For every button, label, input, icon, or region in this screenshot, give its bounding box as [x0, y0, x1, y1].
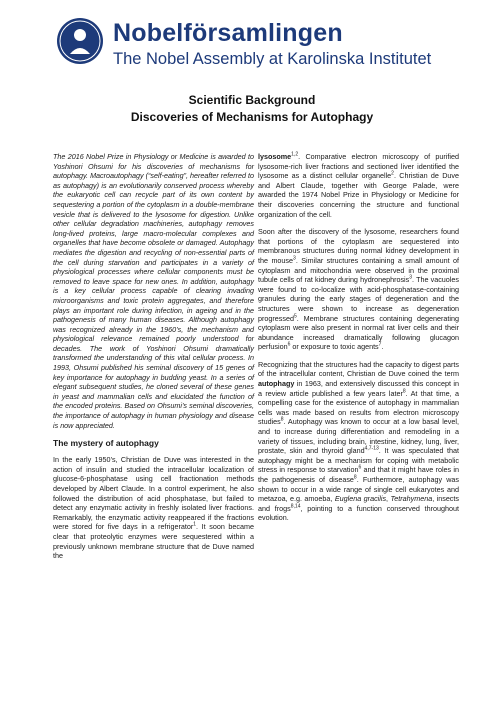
left-column	[53, 152, 254, 569]
body-paragraph-1: In the early 1950’s, Christian de Duve was interested in the action of insulin and studied the intracellular localization of glucose-6-phosphatase using cell fractionation methods developed by Albert Claude. In a control experiment, he also followed the distribution of acid phosphatase, but failed to detect any enzymatic activity in freshly isolated liver fractions. Remarkably, the enzymatic activity reappeared if the fractions were stored for five days in a refrigerator$^1$. It soon became clear that proteolytic enzymes were sequestered within a previously unknown membrane structure that de Duve named the	[53, 455, 254, 561]
section-heading: The mystery of autophagy	[53, 438, 159, 449]
org-name: Nobelförsamlingen	[113, 19, 343, 47]
abstract-paragraph: The 2016 Nobel Prize in Physiology or Medicine is awarded to Yoshinori Ohsumi for his discoveries of mechanisms for autophagy. Macroautophagy (“self-eating”, hereafter referred to as autophagy) is an evolutionarily conserved process whereby the eukaryotic cell can recycle part of its own content by sequestering a portion of the cytoplasm in a double-membrane vesicle that is delivered to the lysosome for digestion. Unlike other cellular degradation machineries, autophagy removes long-lived proteins, large macro-molecular complexes and organelles that have become obsolete or damaged. Autophagy mediates the digestion and recycling of non-essential parts of the cell during starvation and participates in a variety of physiological processes where cellular components must be removed to leave space for new ones. In addition, autophagy is a key cellular process capable of clearing invading microorganisms and toxic protein aggregates, and therefore plays an important role during infection, in ageing and in the pathogenesis of many human diseases. Although autophagy was recognized already in the 1960’s, the mechanism and physiological relevance remained poorly understood for decades. The work of Yoshinori Ohsumi dramatically transformed the understanding of this vital cellular process. In 1993, Ohsumi published his seminal discovery of 15 genes of key importance for autophagy in budding yeast. In a series of elegant subsequent studies, he cloned several of these genes in yeast and mammalian cells and elucidated the function of the encoded proteins. Based on Ohsumi’s seminal discoveries, the importance of autophagy in human physiology and disease is now appreciated.	[53, 152, 254, 430]
title-line-2: Discoveries of Mechanisms for Autophagy	[130, 110, 374, 124]
document-title	[0, 92, 504, 126]
body-paragraph-2: Soon after the discovery of the lysosome, researchers found that portions of the cytoplasm are sequestered into membranous structures during normal kidney development in the mouse$^3$. Similar structures containing a small amount of cytoplasm and mitochondria were observed in the proximal tubule cells of rat kidney during hydronephrosis$^3$. The vacuoles were found to co-localize with acid-phosphatase-containing granules during the early stages of degeneration and the structures were shown to increase as degeneration progressed$^5$. Membrane structures containing degenerating cytoplasm were also present in normal rat liver cells and their abundance increased dramatically following glucagon perfusion$^6$ or exposure to toxic agents$^7$.	[258, 227, 460, 352]
title-line-1: Scientific Background	[188, 93, 316, 107]
header	[55, 16, 475, 78]
body-paragraph-3: Recognizing that the structures had the capacity to digest parts of the intracellular content, Christian de Duve coined the term autophagy in 1963, and extensively discussed this concept in a review article published a few years later$^8$. At that time, a compelling case for the existence of autophagy in mammalian cells was made based on results from electron microscopy studies$^8$. Autophagy was known to occur at a low basal level, and to increase during differentiation and remodeling in a variety of tissues, including brain, intestine, kidney, lung, liver, prostate, skin and thyroid gland$^{4,7-13}$. It was speculated that autophagy might be a mechanism for coping with metabolic stress in response to starvation$^6$ and that it might have roles in the pathogenesis of disease$^8$. Furthermore, autophagy was shown to occur in a wide range of single cell eukaryotes and metazoa, e.g. amoeba, Euglena gracilis, Tetrahymena, insects and frogs$^{8,14}$, pointing to a function conserved throughout evolution.	[258, 359, 459, 523]
right-column	[258, 152, 459, 531]
org-subtitle: The Nobel Assembly at Karolinska Institutet	[113, 50, 432, 68]
nobel-medal-logo	[55, 16, 105, 66]
body-paragraph-1-cont: lysosome$^{1,2}$. Comparative electron microscopy of purified lysosome-rich liver fractions and sectioned liver identified the lysosome as a distinct cellular organelle$^2$. Christian de Duve and Albert Claude, together with George Palade, were awarded the 1974 Nobel Prize in Physiology or Medicine for their discoveries concerning the structure and functional organization of the cell.	[258, 151, 459, 219]
